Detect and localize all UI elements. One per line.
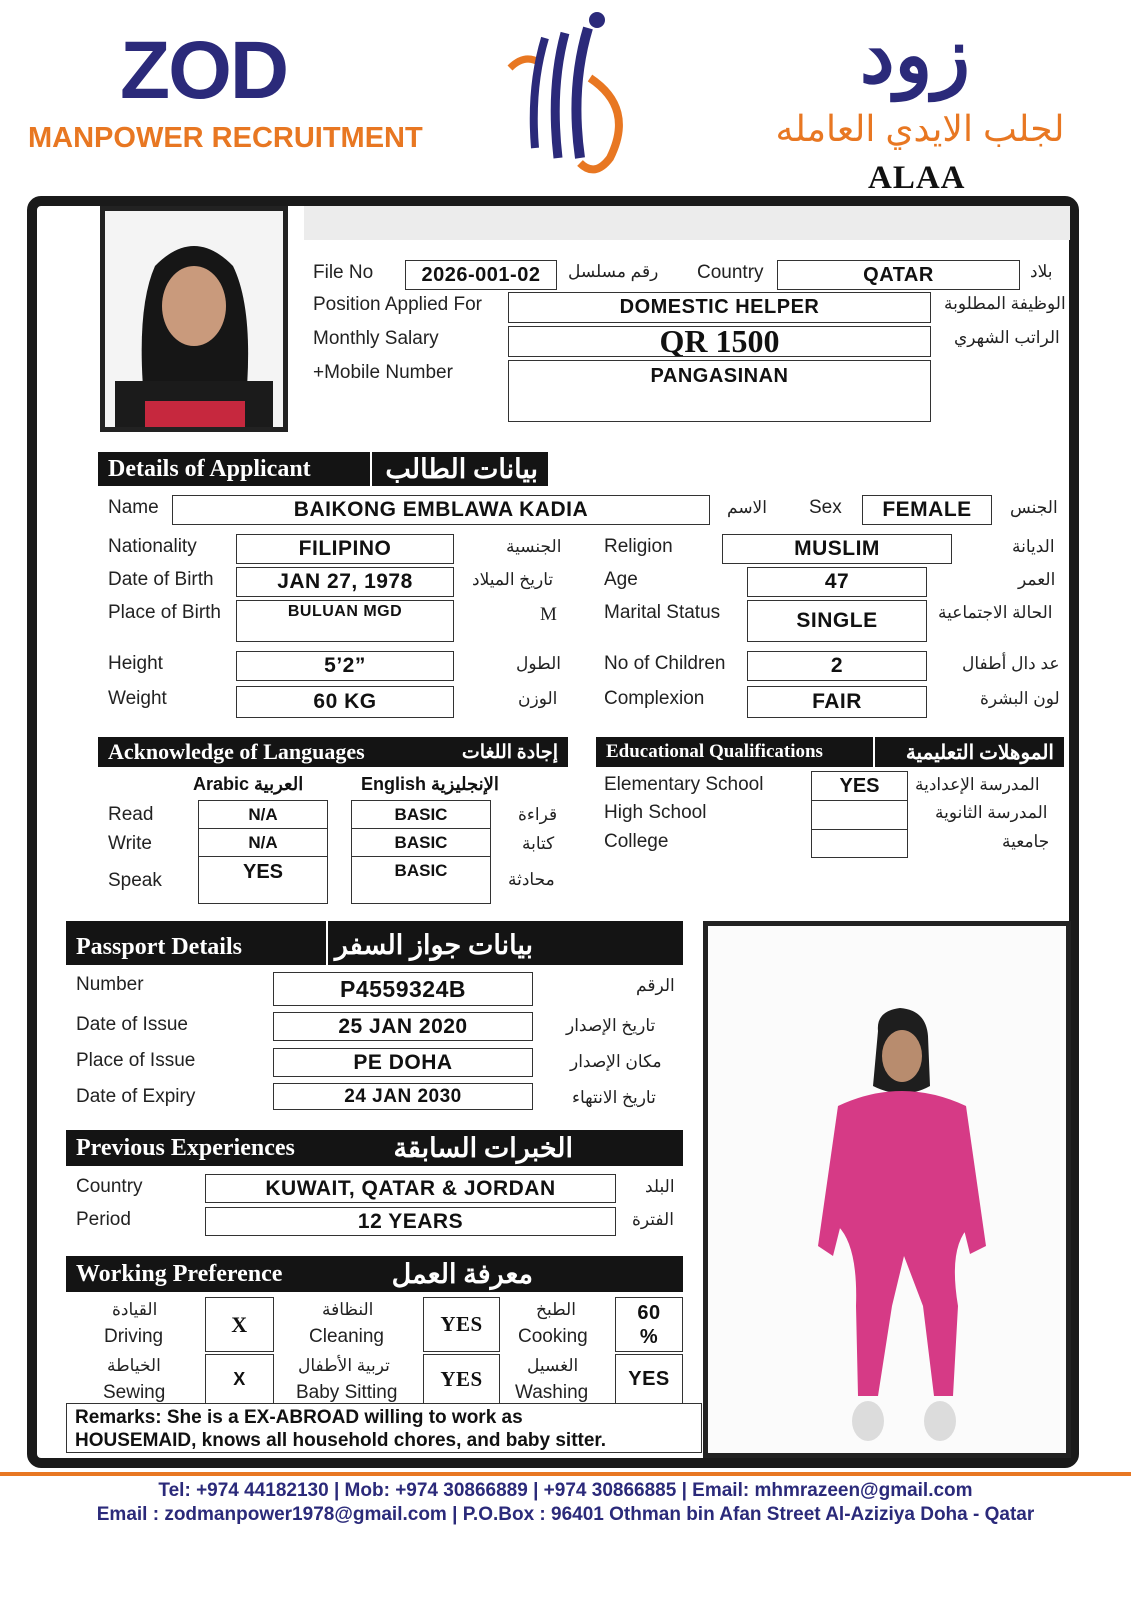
remarks-line-2: HOUSEMAID, knows all household chores, and baby sitter. [75,1430,607,1451]
experience-title-en: Previous Experiences [76,1134,295,1161]
salary-field: QR 1500 [508,326,931,357]
arabic-column-header: Arabic العربية [193,774,304,794]
name-field: BAIKONG EMBLAWA KADIA [172,495,710,525]
washing-label-ar: الغسيل [527,1356,579,1375]
driving-label: Driving [104,1326,164,1347]
weight-field: 60 KG [236,686,454,718]
height-label: Height [108,653,163,674]
write-label: Write [108,833,152,854]
babysitting-label: Baby Sitting [296,1382,398,1403]
preference-title-ar: معرفة العمل [391,1258,533,1289]
weight-label: Weight [108,688,167,709]
nationality-label: Nationality [108,536,197,557]
agent-name: ALAA [868,160,966,196]
dob-label: Date of Birth [108,569,214,590]
read-label-ar: قراءة [518,805,558,824]
highschool-label: High School [604,802,707,823]
driving-label-ar: القيادة [112,1300,158,1319]
passport-expiry-label-ar: تاريخ الانتهاء [572,1088,656,1107]
cleaning-value: YES [423,1297,500,1352]
brand-logo-en [120,25,300,116]
education-title-en: Educational Qualifications [606,741,823,762]
children-label: No of Children [604,653,726,674]
marital-field: SINGLE [747,600,927,642]
cooking-label-ar: الطبخ [536,1300,576,1319]
college-label-ar: جامعية [1002,832,1050,851]
passport-number-label-ar: الرقم [636,976,675,995]
marital-label-ar: الحالة الاجتماعية [938,603,1053,622]
english-write-value: BASIC [351,828,491,857]
passport-section-header [66,921,683,965]
religion-field: MUSLIM [722,534,952,564]
highschool-label-ar: المدرسة الثانوية [935,803,1048,822]
brand-tagline-ar: لجلب الايدي العامله [775,108,1065,149]
children-label-ar: عد دال أطفال [962,654,1060,673]
remarks-box [66,1403,702,1453]
preference-title-en: Working Preference [76,1260,283,1287]
pob-value: BULUAN MGD [287,603,403,620]
college-label: College [604,831,669,852]
weight-label-ar: الوزن [518,689,558,708]
marital-label: Marital Status [604,602,721,623]
religion-label-ar: الديانة [1012,537,1055,556]
complexion-field: FAIR [747,686,927,718]
brand-name-en: ZOD [120,25,288,116]
brand-logo-ar: زود [859,11,970,99]
highschool-value [811,800,908,830]
applicant-headshot [100,206,288,432]
country-field: QATAR [777,260,1020,290]
education-header-divider [873,737,875,767]
height-field: 5’2” [236,651,454,681]
dob-label-ar: تاريخ الميلاد [472,570,554,589]
applicant-section-header [98,452,548,486]
file-no-field: 2026-001-02 [405,260,557,290]
passport-number-label: Number [76,974,144,995]
remarks-line-1: Remarks: She is a EX-ABROAD willing to work as [75,1407,523,1428]
passport-issue-field: 25 JAN 2020 [273,1012,533,1041]
sewing-label: Sewing [103,1382,166,1403]
footer-contact-line-1: Tel: +974 44182130 | Mob: +974 30866889 | +974 30866885 | Email: mhmrazeen@gmail.com [158,1480,973,1501]
name-label-ar: الاسم [727,498,767,517]
footer-rule [0,1472,1131,1476]
cooking-value [615,1297,683,1352]
experience-title-ar: الخبرات السابقة [393,1132,573,1163]
mobile-field [508,360,931,422]
cooking-value-line2: % [639,1325,659,1348]
mobile-value: PANGASINAN [650,365,789,387]
experience-country-label: Country [76,1176,143,1197]
elementary-label: Elementary School [604,774,764,795]
experience-country-label-ar: البلد [645,1177,675,1196]
speak-label: Speak [108,870,162,891]
read-label: Read [108,804,154,825]
complexion-label-ar: لون البشرة [980,689,1060,708]
brand-tagline-en: MANPOWER RECRUITMENT [28,122,423,154]
driving-value: X [205,1297,274,1352]
elementary-value: YES [811,771,908,801]
name-label: Name [108,497,159,518]
passport-expiry-label: Date of Expiry [76,1086,196,1107]
languages-section-header [98,737,568,767]
passport-place-label: Place of Issue [76,1050,196,1071]
arabic-speak-value [198,856,328,904]
country-label-ar: بلاد [1030,262,1053,281]
cooking-label: Cooking [518,1326,588,1347]
education-section-header [596,737,1064,767]
experience-period-label-ar: الفترة [632,1210,674,1229]
applicant-full-body-photo [703,921,1071,1458]
complexion-label: Complexion [604,688,705,709]
sex-label: Sex [809,497,842,518]
applicant-title-en: Details of Applicant [108,455,311,482]
passport-expiry-field: 24 JAN 2030 [273,1083,533,1110]
experience-period-label: Period [76,1209,131,1230]
passport-place-field: PE DOHA [273,1048,533,1077]
experience-section-header [66,1130,683,1166]
pob-mark: M [540,604,557,625]
footer-contact-line-2: Email : zodmanpower1978@gmail.com | P.O.Box : 96401 Othman bin Afan Street Al-Aziziya Doha - Qatar [96,1504,1035,1525]
english-speak-value [351,856,491,904]
brand-mark-logo [500,8,640,178]
file-no-label: File No [313,262,374,283]
salary-label: Monthly Salary [313,328,439,349]
elementary-label-ar: المدرسة الإعدادية [915,775,1040,794]
pob-label: Place of Birth [108,602,221,623]
washing-value: YES [615,1354,683,1404]
age-label-ar: العمر [1018,570,1056,589]
preference-section-header [66,1256,683,1292]
college-value [811,829,908,858]
passport-header-divider [326,921,328,965]
write-label-ar: كتابة [522,834,555,853]
sewing-value: X [205,1354,274,1404]
babysitting-label-ar: تربية الأطفال [298,1356,390,1375]
passport-title-ar: بيانات جواز السفر [334,930,533,960]
passport-place-label-ar: مكان الإصدار [570,1052,662,1071]
arabic-speak-text: YES [242,861,284,883]
passport-number-field: P4559324B [273,972,533,1006]
nationality-label-ar: الجنسية [506,537,562,556]
education-title-ar: الموهلات التعليمية [905,741,1054,764]
position-label-ar: الوظيفة المطلوبة [944,294,1066,313]
position-field: DOMESTIC HELPER [508,292,931,323]
sewing-label-ar: الخياطة [107,1356,161,1375]
passport-issue-label: Date of Issue [76,1014,188,1035]
english-speak-text: BASIC [394,861,448,880]
top-grey-strip [304,206,1070,240]
age-label: Age [604,569,638,590]
nationality-field: FILIPINO [236,534,454,564]
speak-label-ar: محادثة [508,870,555,889]
pob-field [236,600,454,642]
mobile-label: +Mobile Number [313,362,453,383]
sex-field: FEMALE [862,495,992,525]
languages-title-ar: إجادة اللغات [461,741,558,763]
arabic-read-value: N/A [198,800,328,829]
sex-label-ar: الجنس [1010,498,1058,517]
height-label-ar: الطول [516,654,561,673]
file-no-label-ar: رقم مسلسل [568,262,659,281]
experience-country-field: KUWAIT, QATAR & JORDAN [205,1174,616,1203]
country-label: Country [697,262,764,283]
experience-period-field: 12 YEARS [205,1207,616,1236]
salary-label-ar: الراتب الشهري [954,328,1060,347]
arabic-write-value: N/A [198,828,328,857]
babysitting-value: YES [423,1354,500,1404]
dob-field: JAN 27, 1978 [236,567,454,597]
passport-title-en: Passport Details [76,934,242,960]
position-label: Position Applied For [313,294,482,315]
religion-label: Religion [604,536,673,557]
washing-label: Washing [515,1382,589,1403]
cleaning-label: Cleaning [309,1326,384,1347]
applicant-title-ar: بيانات الطالب [385,453,538,484]
english-read-value: BASIC [351,800,491,829]
age-field: 47 [747,567,927,597]
cooking-value-line1: 60 [637,1301,661,1324]
applicant-header-divider [370,452,372,486]
languages-title-en: Acknowledge of Languages [108,739,365,764]
cleaning-label-ar: النظافة [322,1300,374,1319]
english-column-header: English الإنجليزية [361,774,499,794]
children-field: 2 [747,651,927,681]
passport-issue-label-ar: تاريخ الإصدار [566,1016,656,1035]
